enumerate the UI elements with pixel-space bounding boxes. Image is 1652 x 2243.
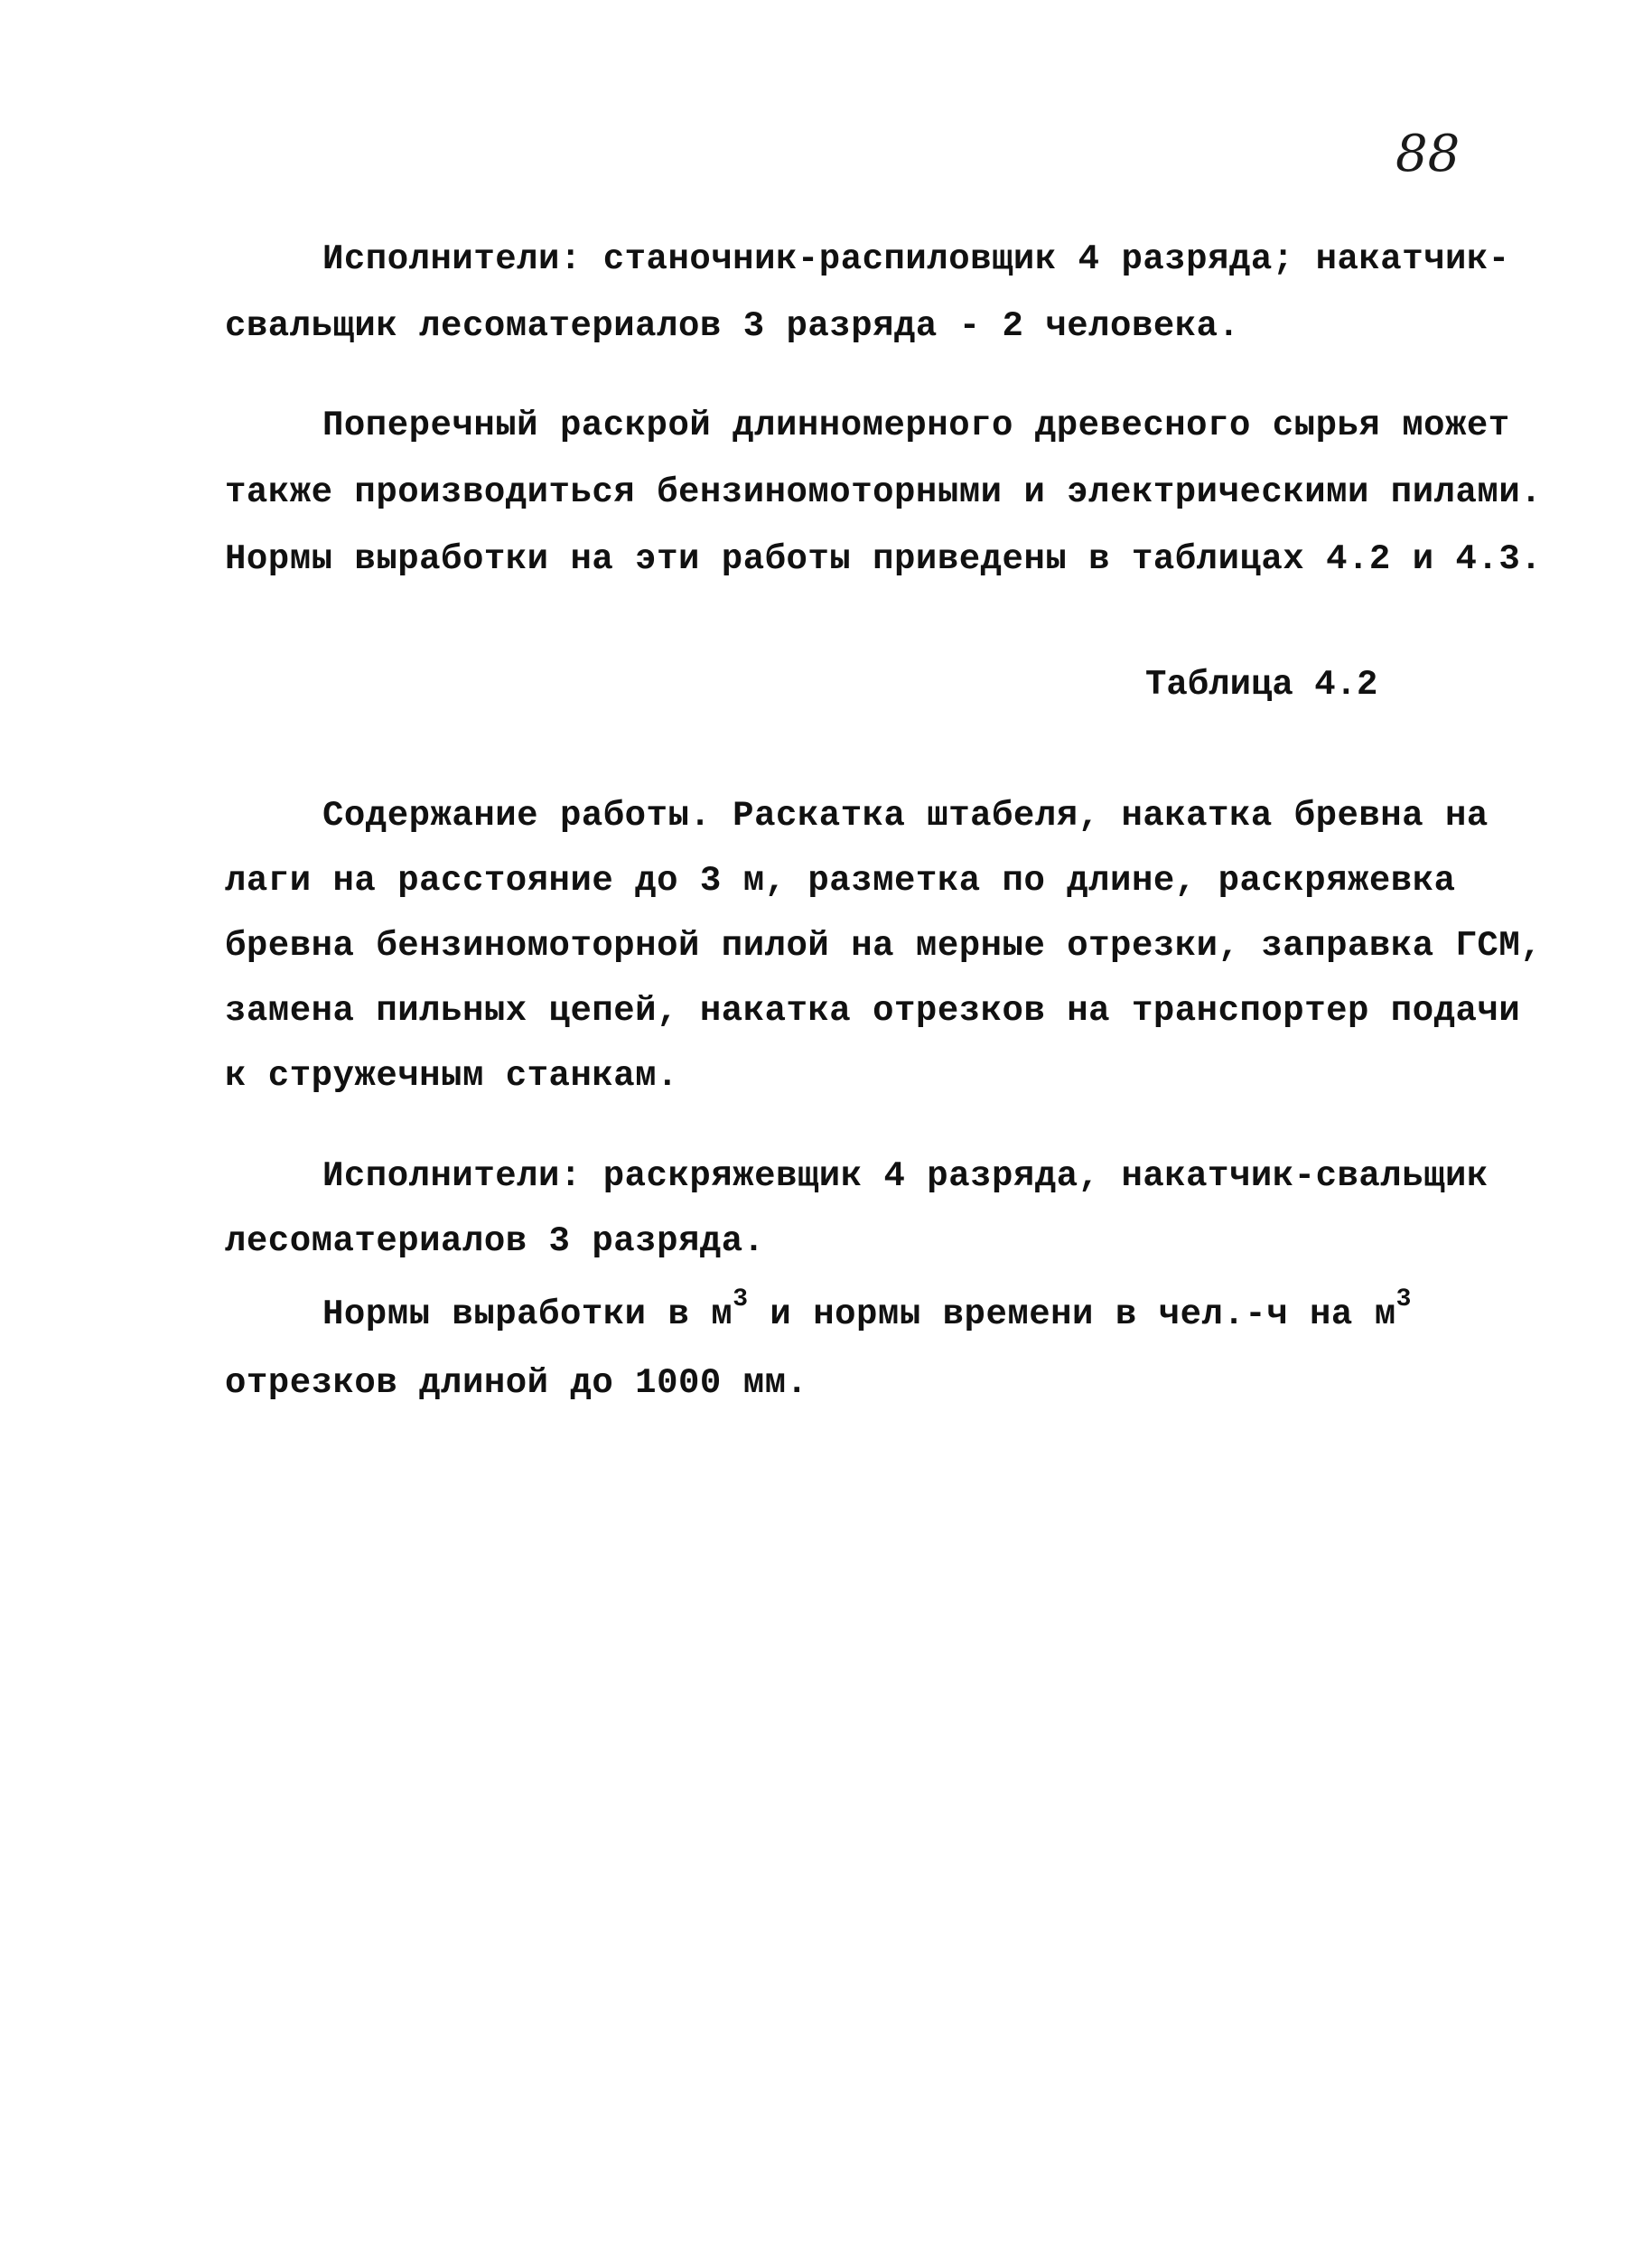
paragraph-2-line-1: Поперечный раскрой длинномерного древесного сырья может: [322, 406, 1510, 445]
paragraph-1-line-1: Исполнители: станочник-распиловщик 4 разряда; накатчик-: [322, 239, 1510, 279]
paragraph-2-line-3: Нормы выработки на эти работы приведены в таблицах 4.2 и 4.3.: [225, 539, 1543, 579]
cubic-superscript-1: 3: [733, 1285, 749, 1313]
paragraph-4-line-2: лесоматериалов 3 разряда.: [225, 1221, 765, 1261]
norms-text-part-2: и нормы времени в чел.-ч на м: [748, 1294, 1396, 1334]
paragraph-3-line-4: замена пильных цепей, накатка отрезков на транспортер подачи: [225, 991, 1521, 1031]
paragraph-3-line-2: лаги на расстояние до 3 м, разметка по длине, раскряжевка: [225, 861, 1456, 901]
paragraph-4-line-1: Исполнители: раскряжевщик 4 разряда, накатчик-свальщик: [322, 1156, 1489, 1196]
cubic-superscript-2: 3: [1395, 1285, 1412, 1313]
paragraph-3-line-3: бревна бензиномоторной пилой на мерные отрезки, заправка ГСМ,: [225, 926, 1543, 966]
paragraph-3-line-5: к стружечным станкам.: [225, 1056, 678, 1096]
paragraph-1-line-2: свальщик лесоматериалов 3 разряда - 2 человека.: [225, 306, 1240, 346]
paragraph-2-line-2: также производиться бензиномоторными и электрическими пилами.: [225, 472, 1543, 512]
table-label: Таблица 4.2: [1145, 665, 1378, 705]
paragraph-3-line-1: Содержание работы. Раскатка штабеля, накатка бревна на: [322, 796, 1489, 836]
paragraph-5-line-2: отрезков длиной до 1000 мм.: [225, 1363, 808, 1403]
norms-text-part-1: Нормы выработки в м: [322, 1294, 733, 1334]
paragraph-5-line-1: [322, 1285, 1412, 1337]
page-number: 88: [1395, 125, 1461, 183]
